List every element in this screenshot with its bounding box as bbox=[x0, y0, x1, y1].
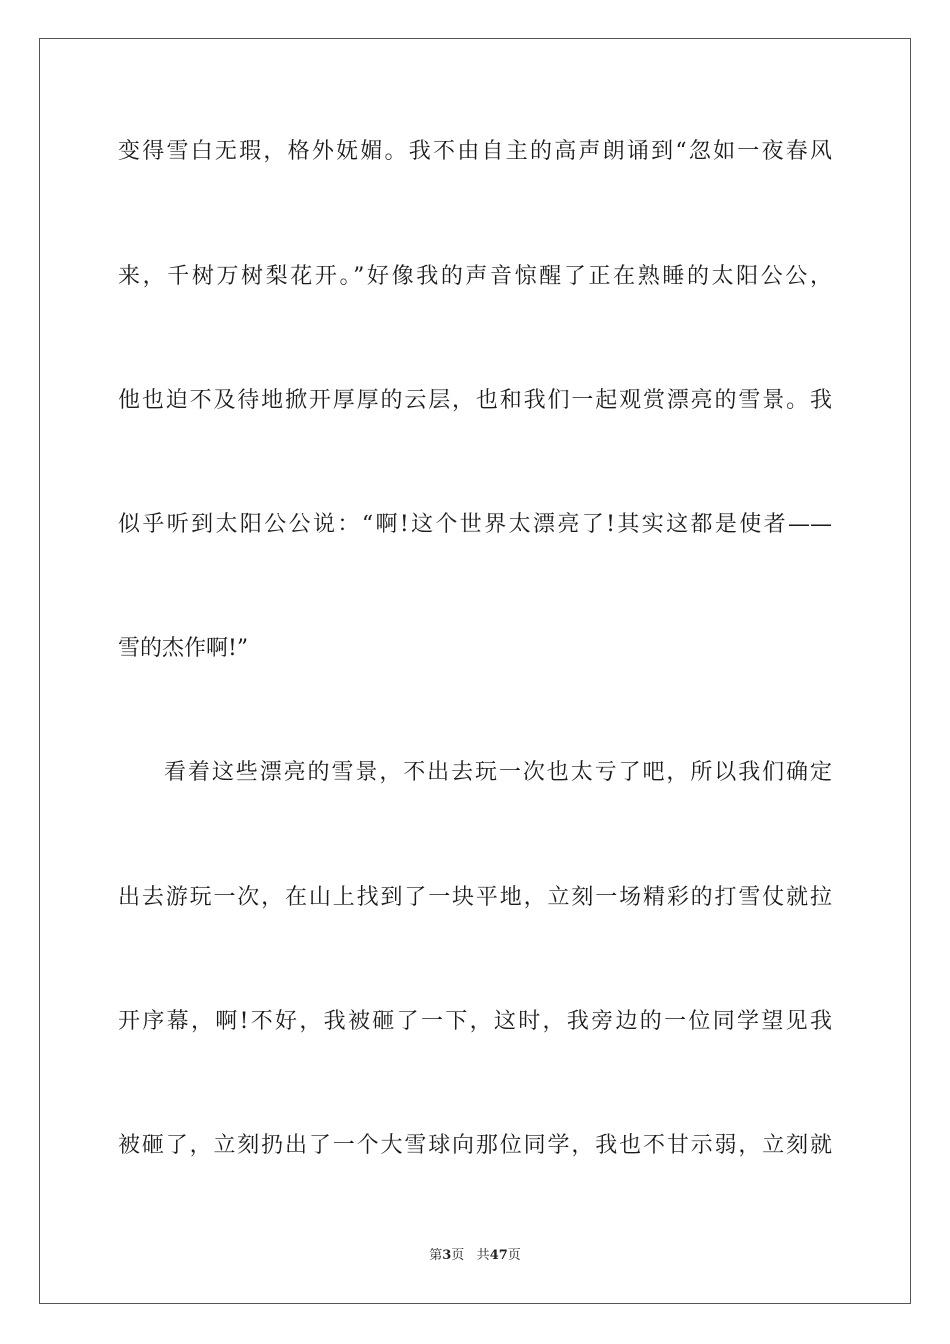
text-line-2: 来，千树万树梨花开。”好像我的声音惊醒了正在熟睡的太阳公公， bbox=[118, 264, 832, 289]
page-footer bbox=[0, 1247, 950, 1265]
total-suffix: 页 bbox=[507, 1248, 521, 1263]
text-line-1: 变得雪白无瑕，格外妩媚。我不由自主的高声朗诵到“忽如一夜春风 bbox=[118, 139, 832, 164]
text-line-8: 开序幕，啊!不好，我被砸了一下，这时，我旁边的一位同学望见我 bbox=[118, 1009, 832, 1034]
text-line-5: 雪的杰作啊!” bbox=[118, 636, 249, 661]
text-line-4: 似乎听到太阳公公说：“啊!这个世界太漂亮了!其实这都是使者—— bbox=[118, 512, 832, 537]
paragraph-start-line: 看着这些漂亮的雪景，不出去玩一次也太亏了吧，所以我们确定 bbox=[164, 760, 832, 785]
text-line-9: 被砸了，立刻扔出了一个大雪球向那位同学，我也不甘示弱，立刻就 bbox=[118, 1133, 832, 1158]
total-pages: 47 bbox=[489, 1248, 508, 1263]
page-border bbox=[39, 38, 911, 1304]
text-line-3: 他也迫不及待地掀开厚厚的云层，也和我们一起观赏漂亮的雪景。我 bbox=[118, 388, 832, 413]
page-suffix: 页 bbox=[451, 1248, 465, 1263]
text-line-7: 出去游玩一次，在山上找到了一块平地，立刻一场精彩的打雪仗就拉 bbox=[118, 885, 832, 910]
total-prefix: 共 bbox=[476, 1248, 490, 1263]
page-number: 3 bbox=[442, 1248, 452, 1263]
page-prefix: 第 bbox=[429, 1248, 443, 1263]
